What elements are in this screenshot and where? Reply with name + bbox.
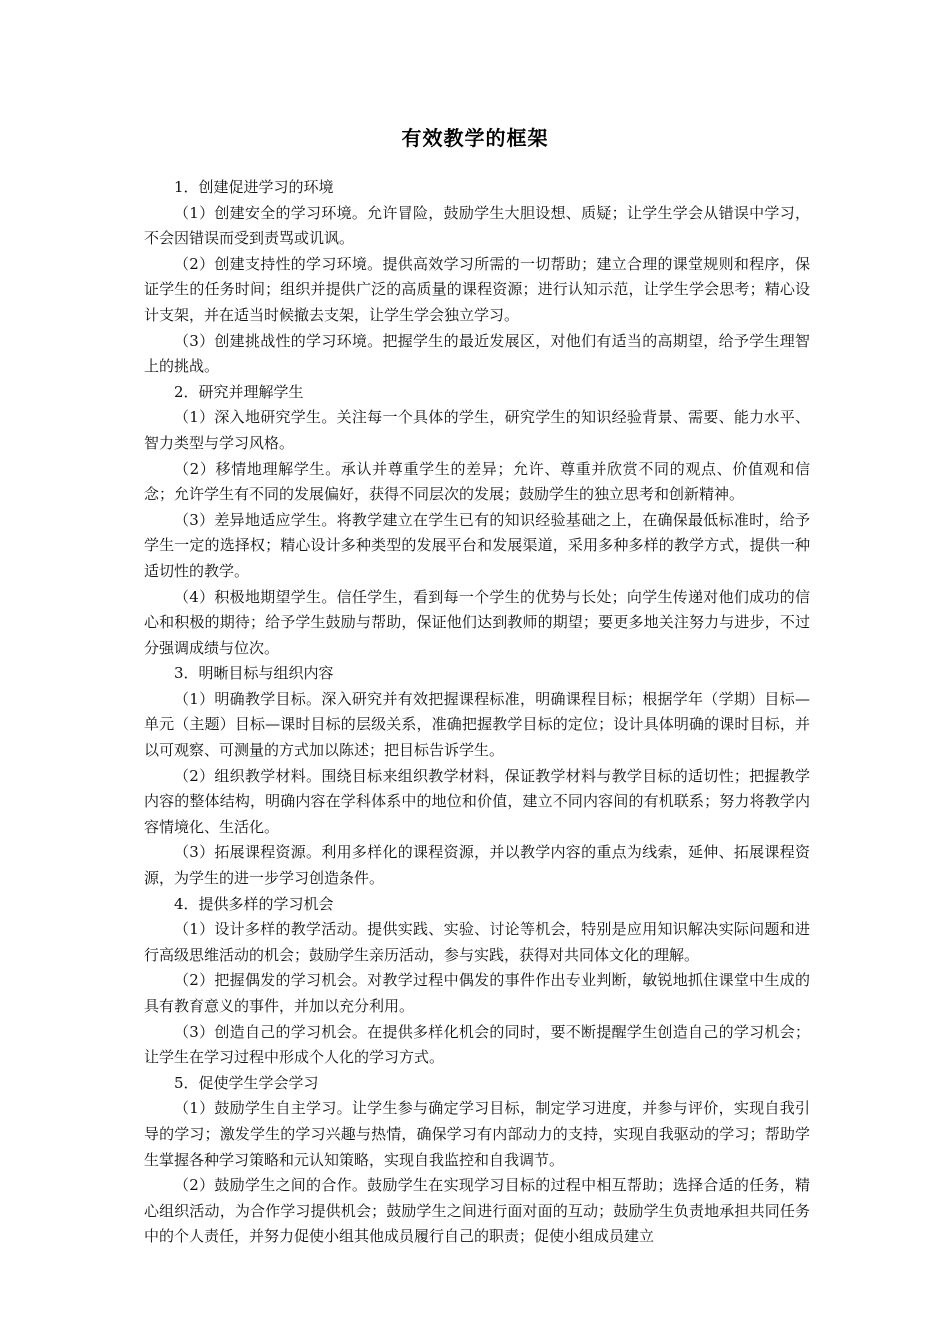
section-heading: 2．研究并理解学生 [174,382,304,401]
body-paragraph: （2）把握偶发的学习机会。对教学过程中偶发的事件作出专业判断，敏锐地抓住课堂中生成的具有教育意义的事件，并加以充分利用。 [144,971,810,1015]
body-paragraph: （3）创造自己的学习机会。在提供多样化机会的同时，要不断提醒学生创造自己的学习机会；让学生在学习过程中形成个人化的学习方式。 [144,1022,810,1067]
document-title: 有效教学的框架 [401,126,549,150]
body-paragraph: （3）差异地适应学生。将教学建立在学生已有的知识经验基础之上，在确保最低标准时，给予学生一定的选择权；精心设计多种类型的发展平台和发展渠道，采用多种多样的教学方式，提供一种适切性的教学。 [144,510,810,580]
section-heading: 3．明晰目标与组织内容 [174,664,334,683]
body-paragraph: （4）积极地期望学生。信任学生，看到每一个学生的优势与长处；向学生传递对他们成功的信心和积极的期待；给予学生鼓励与帮助，保证他们达到教师的期望；要更多地关注努力与进步，不过分强调成绩与位次。 [144,587,810,657]
section-heading: 4．提供多样的学习机会 [174,894,334,913]
body-paragraph: （2）创建支持性的学习环境。提供高效学习所需的一切帮助；建立合理的课堂规则和程序，保证学生的任务时间；组织并提供广泛的高质量的课程资源；进行认知示范，让学生学会思考；精心设计支架，并在适当时候撤去支架，让学生学会独立学习。 [144,254,810,324]
section-heading: 1．创建促进学习的环境 [174,178,334,196]
document-body [144,175,810,1250]
body-paragraph: （3）拓展课程资源。利用多样化的课程资源，并以教学内容的重点为线索，延伸、拓展课程资源，为学生的进一步学习创造条件。 [144,843,810,888]
section-heading: 5．促使学生学会学习 [174,1073,319,1092]
body-paragraph: （2）移情地理解学生。承认并尊重学生的差异；允许、尊重并欣赏不同的观点、价值观和信念；允许学生有不同的发展偏好，获得不同层次的发展；鼓励学生的独立思考和创新精神。 [144,459,810,504]
body-paragraph: （1）明确教学目标。深入研究并有效把握课程标准，明确课程目标；根据学年（学期）目标—单元（主题）目标—课时目标的层级关系，准确把握教学目标的定位；设计具体明确的课时目标，并以可观察、可测量的方式加以陈述；把目标告诉学生。 [144,689,810,760]
body-paragraph: （2）鼓励学生之间的合作。鼓励学生在实现学习目标的过程中相互帮助；选择合适的任务，精心组织活动，为合作学习提供机会；鼓励学生之间进行面对面的互动；鼓励学生负责地承担共同任务中的个人责任，并努力促使小组其他成员履行自己的职责；促使小组成员建立 [144,1176,810,1246]
body-paragraph: （2）组织教学材料。围绕目标来组织教学材料，保证教学材料与教学目标的适切性；把握教学内容的整体结构，明确内容在学科体系中的地位和价值，建立不同内容间的有机联系；努力将教学内容情境化、生活化。 [144,766,810,836]
body-paragraph: （1）深入地研究学生。关注每一个具体的学生，研究学生的知识经验背景、需要、能力水平、智力类型与学习风格。 [144,408,810,452]
body-paragraph: （1）鼓励学生自主学习。让学生参与确定学习目标，制定学习进度，并参与评价，实现自我引导的学习；激发学生的学习兴趣与热情，确保学习有内部动力的支持，实现自我驱动的学习；帮助学生掌握各种学习策略和元认知策略，实现自我监控和自我调节。 [144,1099,810,1169]
body-paragraph: （1）创建安全的学习环境。允许冒险，鼓励学生大胆设想、质疑；让学生学会从错误中学习，不会因错误而受到责骂或讥讽。 [144,203,810,248]
body-paragraph: （1）设计多样的教学活动。提供实践、实验、讨论等机会，特别是应用知识解决实际问题和进行高级思维活动的机会；鼓励学生亲历活动，参与实践，获得对共同体文化的理解。 [144,920,810,964]
body-paragraph: （3）创建挑战性的学习环境。把握学生的最近发展区，对他们有适当的高期望，给予学生理智上的挑战。 [144,331,810,376]
